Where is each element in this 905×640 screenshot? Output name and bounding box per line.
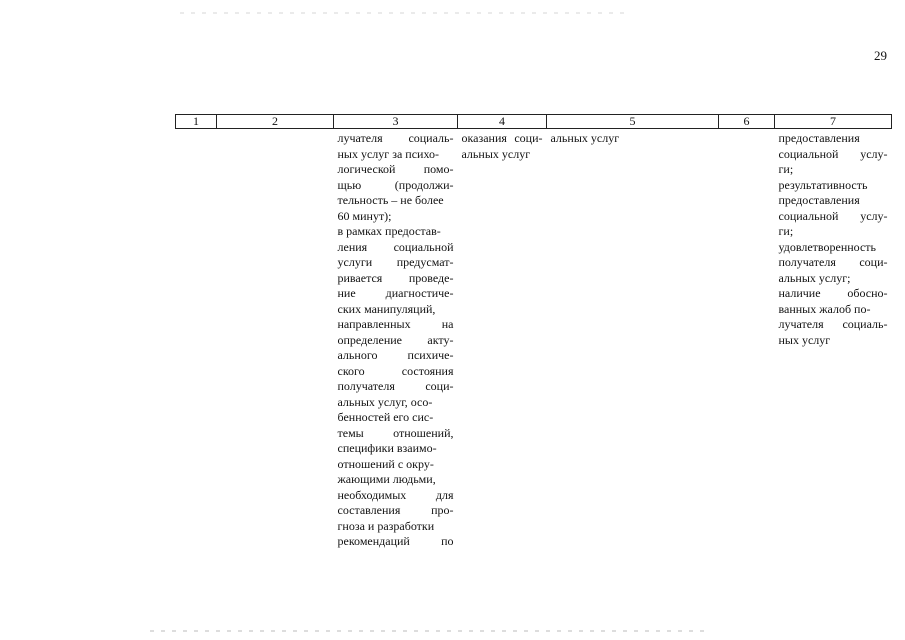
table-row [176, 129, 892, 550]
column-header-2: 2 [217, 115, 334, 129]
cell-text-line: ских манипуляций, [337, 301, 436, 316]
cell-word: помо- [423, 162, 454, 176]
cell-text-line [338, 534, 454, 550]
cell-text-line [338, 364, 454, 380]
cell-word: социаль- [408, 131, 454, 145]
cell-col-7 [775, 129, 892, 550]
cell-word: необходимых [337, 487, 407, 502]
column-header-5: 5 [547, 115, 719, 129]
cell-text-line [338, 333, 454, 349]
cell-word: рекомендаций [337, 534, 410, 548]
cell-word: ального [337, 348, 378, 362]
cell-word: ривается [337, 270, 383, 285]
cell-col-4 [458, 129, 547, 550]
column-header-6: 6 [719, 115, 775, 129]
cell-col-3 [334, 129, 458, 550]
table-header-row [176, 115, 892, 129]
cell-word: (продолжи- [394, 177, 454, 192]
cell-word: состояния [401, 363, 454, 378]
cell-text-line: ванных жалоб по- [778, 301, 871, 316]
cell-word: составления [337, 503, 401, 517]
cell-text-line: альных услуг, осо- [337, 394, 433, 409]
cell-word: соци- [425, 379, 454, 393]
cell-word: предусмат- [396, 255, 454, 269]
cell-text-line: ги; [778, 162, 794, 176]
cell-word: психиче- [407, 348, 454, 362]
cell-word: лучателя [778, 317, 824, 331]
cell-word: направленных [337, 317, 411, 331]
cell-text-line: предоставления [778, 131, 860, 145]
cell-word: соци- [859, 255, 888, 269]
cell-text-line [338, 379, 454, 395]
cell-word: оказания [461, 131, 507, 145]
column-header-4: 4 [458, 115, 547, 129]
cell-text-line: удовлетворенность [778, 239, 877, 254]
cell-text-line: тельность – не более [337, 193, 444, 207]
cell-text-line [338, 317, 454, 333]
cell-word: логической [337, 162, 396, 176]
cell-text-line: в рамках предостав- [337, 224, 441, 238]
cell-text-line: альных услуг [461, 146, 531, 161]
cell-word: ние [337, 286, 356, 300]
cell-text-line [779, 147, 888, 163]
cell-text-line: альных услуг [550, 131, 620, 145]
cell-word: щью [337, 177, 362, 192]
cell-word: социальной [778, 146, 839, 161]
cell-word: определение [337, 332, 403, 347]
cell-text-line: предоставления [778, 193, 860, 207]
cell-word: социаль- [842, 317, 888, 331]
cell-word: акту- [427, 332, 454, 347]
scan-artifact-bottom [150, 630, 710, 632]
cell-text-line: ги; [778, 224, 794, 238]
cell-word: ского [337, 363, 365, 378]
cell-text-line [338, 488, 454, 504]
scan-artifact-top [180, 12, 630, 14]
cell-col-2 [217, 129, 334, 550]
document-table-container [175, 114, 891, 550]
cell-text-line [338, 240, 454, 256]
cell-text-line [338, 348, 454, 364]
cell-word: проведе- [408, 270, 454, 285]
cell-word: соци- [514, 131, 543, 145]
cell-word: диагностиче- [385, 286, 454, 300]
cell-text-line [338, 131, 454, 147]
cell-text-line [779, 317, 888, 333]
cell-word: ления [337, 239, 368, 254]
cell-word: услу- [860, 208, 888, 223]
cell-word: темы [337, 425, 364, 440]
cell-text-line [462, 131, 543, 147]
cell-word: получателя [337, 379, 395, 393]
cell-col-1 [176, 129, 217, 550]
cell-word: услуги [337, 255, 373, 269]
column-header-3: 3 [334, 115, 458, 129]
cell-col-5 [547, 129, 719, 550]
cell-text-line [779, 286, 888, 302]
cell-text-line: гноза и разработки [337, 518, 435, 533]
cell-word: получателя [778, 255, 836, 269]
cell-text-line: 60 минут); [337, 208, 392, 223]
cell-text-line [338, 271, 454, 287]
cell-text-line: бенностей его сис- [337, 410, 434, 424]
cell-word: по [441, 534, 454, 548]
cell-text-line [338, 286, 454, 302]
page-number: 29 [874, 48, 887, 63]
cell-text-line: ных услуг за психо- [337, 146, 439, 161]
cell-text-line [338, 162, 454, 178]
column-header-1: 1 [176, 115, 217, 129]
cell-text-line: ных услуг [778, 332, 831, 347]
cell-text-line: отношений с окру- [337, 456, 434, 471]
cell-text-line: жающими людьми, [337, 472, 436, 486]
cell-word: отношений, [393, 425, 454, 440]
cell-col-6 [719, 129, 775, 550]
column-header-7: 7 [775, 115, 892, 129]
cell-word: лучателя [337, 131, 383, 145]
cell-text-line [338, 503, 454, 519]
cell-text-line [338, 255, 454, 271]
cell-word: обосно- [847, 286, 888, 300]
cell-text-line: альных услуг; [778, 270, 851, 285]
cell-word: про- [431, 503, 454, 517]
cell-text-line: результативность [778, 177, 868, 192]
cell-text-line: специфики взаимо- [337, 441, 437, 455]
cell-text-line [338, 426, 454, 442]
cell-word: социальной [778, 208, 839, 223]
cell-word: на [441, 317, 454, 331]
cell-word: услу- [860, 146, 888, 161]
cell-text-line [779, 209, 888, 225]
cell-word: наличие [778, 286, 821, 300]
cell-text-line [779, 255, 888, 271]
document-table [175, 114, 892, 550]
cell-word: социальной [393, 239, 454, 254]
cell-word: для [435, 487, 454, 502]
cell-text-line [338, 178, 454, 194]
